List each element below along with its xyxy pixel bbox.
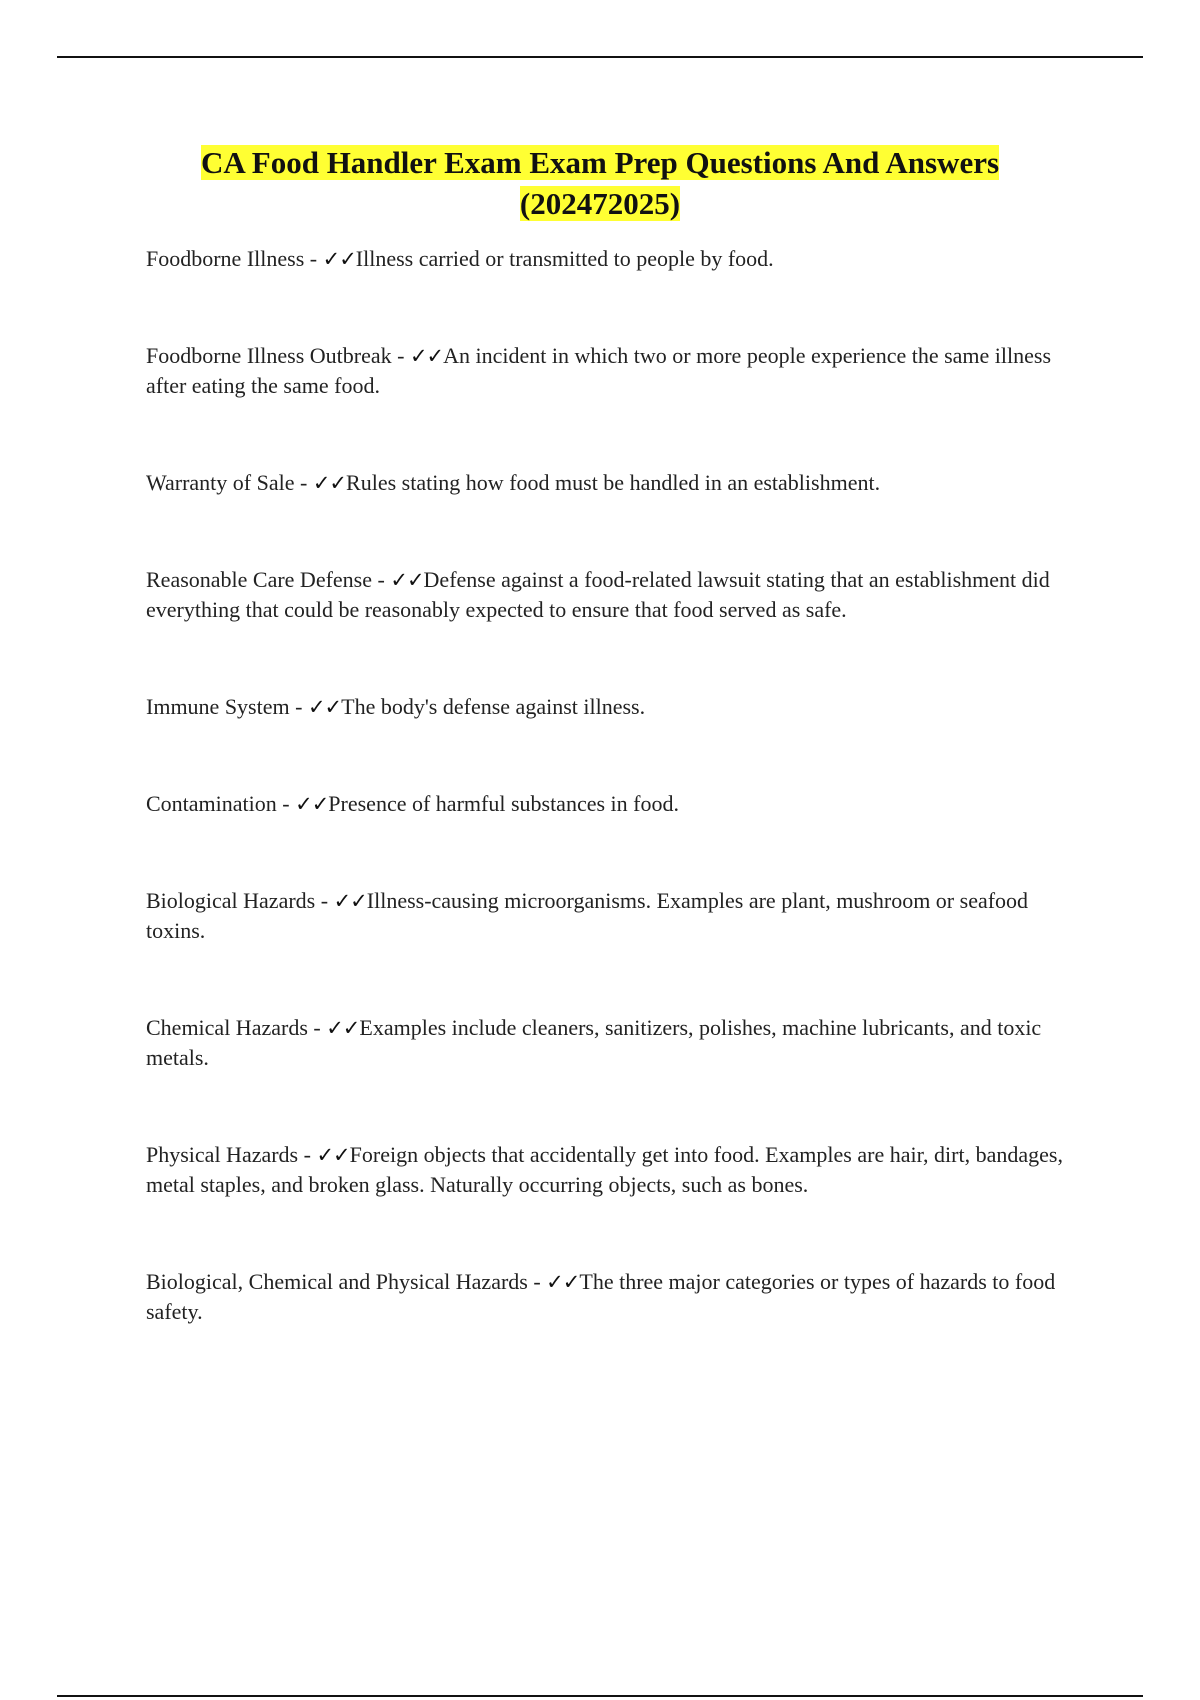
double-check-icon: ✓✓ bbox=[312, 471, 347, 495]
definition-list bbox=[146, 244, 1086, 1394]
entry-separator: - bbox=[276, 791, 296, 816]
entry-definition: Foreign objects that accidentally get into food. Examples are hair, dirt, bandages, metal staples, and broken glass. Naturally occurring objects, such as bones. bbox=[146, 1142, 1063, 1197]
entry-definition: Rules stating how food must be handled in an establishment. bbox=[346, 470, 881, 495]
double-check-icon: ✓✓ bbox=[333, 889, 367, 913]
bottom-divider bbox=[57, 1695, 1143, 1697]
entry-term: Immune System bbox=[146, 694, 290, 719]
top-divider bbox=[57, 56, 1143, 58]
entry-definition: Defense against a food-related lawsuit stating that an establishment did everything that could be reasonably expected to ensure that food served as safe. bbox=[146, 567, 1050, 622]
double-check-icon: ✓✓ bbox=[322, 247, 356, 271]
double-check-icon: ✓✓ bbox=[546, 1270, 580, 1294]
entry-term: Biological Hazards bbox=[146, 888, 316, 913]
definition-item bbox=[146, 341, 1086, 401]
definition-item bbox=[146, 244, 1086, 274]
entry-separator: - bbox=[372, 567, 391, 592]
entry-separator: - bbox=[294, 470, 313, 495]
entry-separator: - bbox=[298, 1142, 317, 1167]
entry-definition: Examples include cleaners, sanitizers, polishes, machine lubricants, and toxic metals. bbox=[146, 1015, 1042, 1070]
entry-term: Biological, Chemical and Physical Hazards bbox=[146, 1269, 528, 1294]
definition-item bbox=[146, 1140, 1086, 1200]
entry-definition: Illness-causing microorganisms. Examples are plant, mushroom or seafood toxins. bbox=[146, 888, 1029, 943]
double-check-icon: ✓✓ bbox=[390, 568, 424, 592]
entry-term: Chemical Hazards bbox=[146, 1015, 308, 1040]
definition-item bbox=[146, 789, 1086, 819]
entry-definition: An incident in which two or more people experience the same illness after eating the same food. bbox=[146, 343, 1052, 398]
double-check-icon: ✓✓ bbox=[307, 695, 342, 719]
page-title bbox=[100, 142, 1100, 224]
entry-term: Foodborne Illness Outbreak bbox=[146, 343, 392, 368]
double-check-icon: ✓✓ bbox=[295, 792, 329, 816]
entry-definition: The body's defense against illness. bbox=[341, 694, 646, 719]
entry-separator: - bbox=[307, 1015, 327, 1040]
entry-separator: - bbox=[527, 1269, 547, 1294]
entry-definition: Illness carried or transmitted to people by food. bbox=[355, 246, 774, 271]
entry-definition: The three major categories or types of hazards to food safety. bbox=[146, 1269, 1056, 1324]
entry-separator: - bbox=[315, 888, 334, 913]
entry-term: Contamination bbox=[146, 791, 277, 816]
definition-item bbox=[146, 1267, 1086, 1327]
definition-item bbox=[146, 468, 1086, 498]
double-check-icon: ✓✓ bbox=[316, 1143, 350, 1167]
double-check-icon: ✓✓ bbox=[326, 1016, 360, 1040]
title-line-1: CA Food Handler Exam Exam Prep Questions And Answers bbox=[200, 145, 1000, 180]
entry-separator: - bbox=[289, 694, 308, 719]
entry-separator: - bbox=[304, 246, 323, 271]
definition-item bbox=[146, 692, 1086, 722]
entry-definition: Presence of harmful substances in food. bbox=[328, 791, 679, 816]
definition-item bbox=[146, 1013, 1086, 1073]
title-line-2: (202472025) bbox=[519, 186, 681, 221]
double-check-icon: ✓✓ bbox=[409, 344, 444, 368]
entry-term: Warranty of Sale bbox=[146, 470, 295, 495]
entry-separator: - bbox=[391, 343, 410, 368]
entry-term: Foodborne Illness bbox=[146, 246, 305, 271]
entry-term: Reasonable Care Defense bbox=[146, 567, 373, 592]
entry-term: Physical Hazards bbox=[146, 1142, 299, 1167]
definition-item bbox=[146, 886, 1086, 946]
definition-item bbox=[146, 565, 1086, 625]
